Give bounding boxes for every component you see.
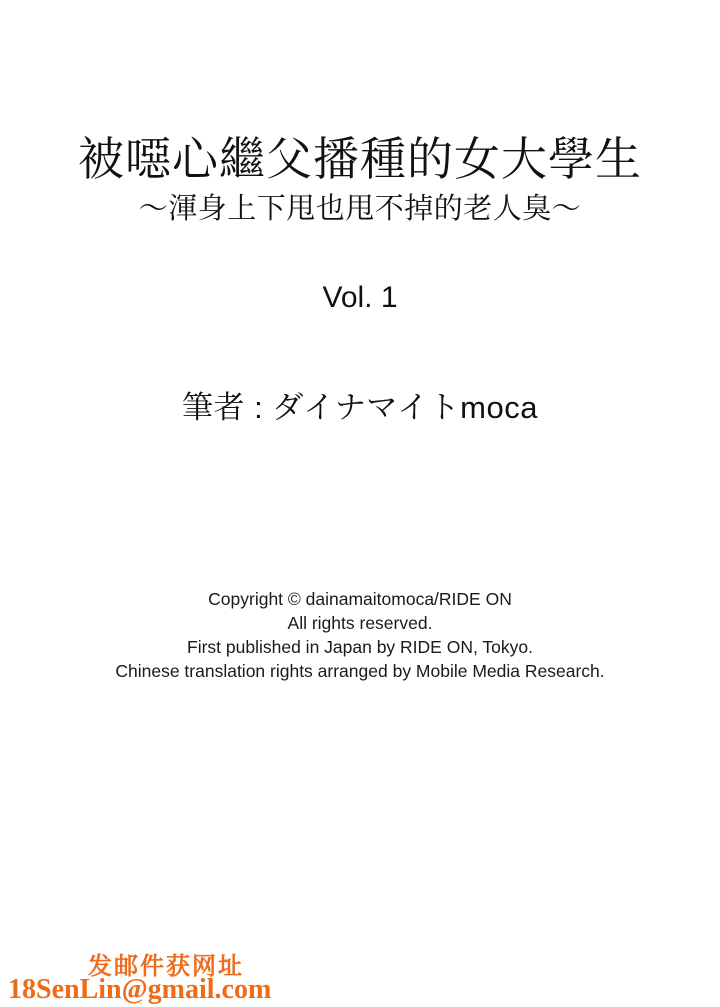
watermark-cta: 发邮件获网址 <box>88 954 244 980</box>
copyright-line: All rights reserved. <box>287 613 433 633</box>
copyright-line: Copyright © dainamaitomoca/RIDE ON <box>208 589 512 609</box>
volume-label: Vol. 1 <box>322 281 398 314</box>
copyright-block <box>0 587 720 683</box>
copyright-line: Chinese translation rights arranged by Mobile Media Research. <box>115 661 605 681</box>
watermark-email: 18SenLin@gmail.com <box>8 974 272 1005</box>
main-title: 被噁心繼父播種的女大學生 <box>78 133 642 185</box>
subtitle: ～渾身上下甩也甩不掉的老人臭～ <box>138 193 582 225</box>
copyright-line: First published in Japan by RIDE ON, Tokyo. <box>187 637 533 657</box>
author-line: 筆者 : ダイナマイトmoca <box>182 390 538 425</box>
